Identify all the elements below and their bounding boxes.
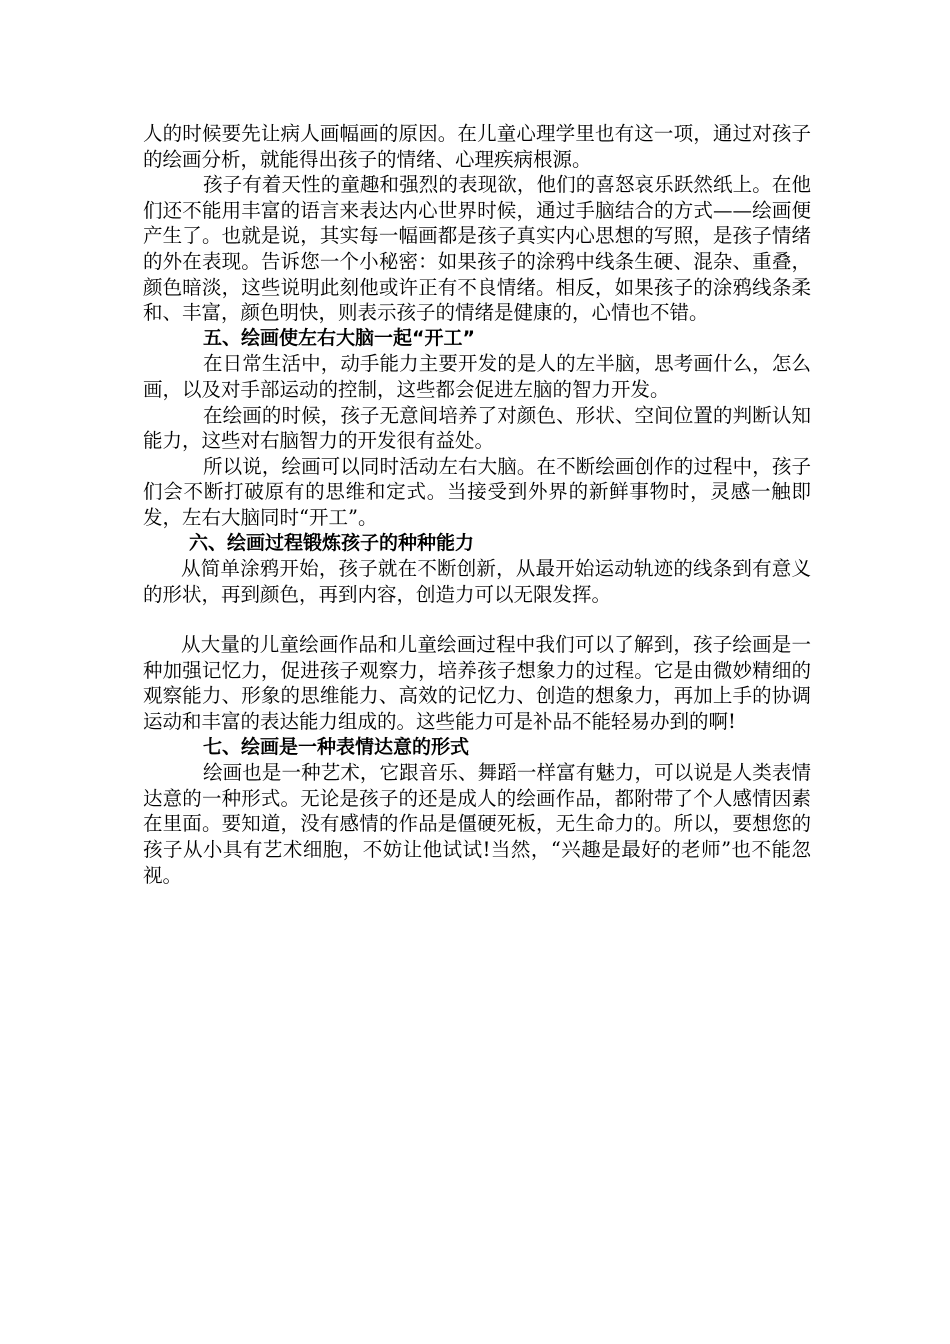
paragraph-creativity: 从简单涂鸦开始，孩子就在不断创新，从最开始运动轨迹的线条到有意义的形状，再到颜色，再到内容，创造力可以无限发挥。 — [143, 557, 811, 606]
paragraph-both-brains: 所以说，绘画可以同时活动左右大脑。在不断绘画创作的过程中，孩子们会不断打破原有的思维和定式。当接受到外界的新鲜事物时，灵感一触即发，左右大脑同时“开工”。 — [143, 454, 811, 529]
paragraph-right-brain: 在绘画的时候，孩子无意间培养了对颜色、形状、空间位置的判断认知能力，这些对右脑智力的开发很有益处。 — [143, 403, 811, 453]
document-page — [143, 121, 811, 888]
heading-section-5: 五、绘画使左右大脑一起“开工” — [203, 326, 475, 349]
paragraph-art-expression: 绘画也是一种艺术，它跟音乐、舞蹈一样富有魅力，可以说是人类表情达意的一种形式。无论是孩子的还是成人的绘画作品，都附带了个人感情因素在里面。要知道，没有感情的作品是僵硬死板，无生命力的。所以，要想您的孩子从小具有艺术细胞，不妨让他试试!当然，“兴趣是最好的老师”也不能忽视。 — [143, 761, 811, 887]
heading-section-7: 七、绘画是一种表情达意的形式 — [203, 735, 470, 758]
heading-section-6: 六、绘画过程锻炼孩子的种种能力 — [189, 531, 475, 554]
paragraph-expression: 孩子有着天性的童趣和强烈的表现欲，他们的喜怒哀乐跃然纸上。在他们还不能用丰富的语言来表达内心世界时候，通过手脑结合的方式——绘画便产生了。也就是说，其实每一幅画都是孩子真实内心思想的写照，是孩子情绪的外在表现。告诉您一个小秘密：如果孩子的涂鸦中线条生硬、混杂、重叠，颜色暗淡，这些说明此刻他或许正有不良情绪。相反，如果孩子的涂鸦线条柔和、丰富，颜色明快，则表示孩子的情绪是健康的，心情也不错。 — [143, 173, 811, 325]
blank-line — [143, 607, 811, 632]
paragraph-abilities: 从大量的儿童绘画作品和儿童绘画过程中我们可以了解到，孩子绘画是一种加强记忆力，促进孩子观察力，培养孩子想象力的过程。它是由微妙精细的观察能力、形象的思维能力、高效的记忆力、创造的想象力，再加上手的协调运动和丰富的表达能力组成的。这些能力可是补品不能轻易办到的啊! — [143, 633, 811, 734]
paragraph-left-brain: 在日常生活中，动手能力主要开发的是人的左半脑，思考画什么，怎么画，以及对手部运动的控制，这些都会促进左脑的智力开发。 — [143, 352, 811, 401]
paragraph-intro: 人的时候要先让病人画幅画的原因。在儿童心理学里也有这一项，通过对孩子的绘画分析，就能得出孩子的情绪、心理疾病根源。 — [143, 122, 811, 171]
